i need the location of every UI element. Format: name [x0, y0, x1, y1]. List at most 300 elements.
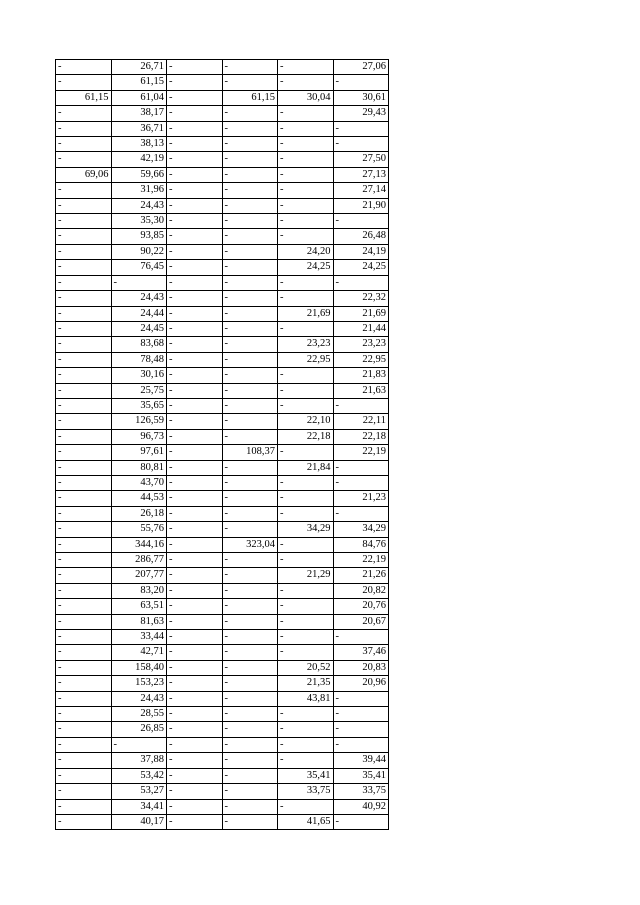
table-cell: -	[56, 768, 112, 783]
table-cell: -	[278, 445, 334, 460]
table-cell: -	[167, 475, 223, 490]
table-cell: 22,32	[333, 291, 389, 306]
table-cell: -	[333, 460, 389, 475]
table-cell: -	[56, 244, 112, 259]
table-cell: -	[278, 737, 334, 752]
table-cell: 38,17	[111, 106, 167, 121]
table-cell: 59,66	[111, 167, 167, 182]
table-row	[56, 722, 389, 737]
table-cell: -	[222, 614, 278, 629]
table-cell: -	[56, 306, 112, 321]
table-cell: 61,15	[56, 90, 112, 105]
table-cell: -	[278, 229, 334, 244]
table-row	[56, 60, 389, 75]
table-cell: 21,26	[333, 568, 389, 583]
table-cell: -	[333, 630, 389, 645]
table-cell: -	[167, 90, 223, 105]
table-cell: 34,29	[333, 522, 389, 537]
table-cell: -	[167, 660, 223, 675]
table-row	[56, 445, 389, 460]
table-cell: -	[222, 429, 278, 444]
table-cell: -	[167, 260, 223, 275]
table-cell: -	[222, 676, 278, 691]
table-row	[56, 522, 389, 537]
table-cell: -	[333, 506, 389, 521]
table-cell: 24,45	[111, 321, 167, 336]
table-cell: -	[167, 707, 223, 722]
table-cell: -	[56, 645, 112, 660]
table-cell: 27,13	[333, 167, 389, 182]
table-cell: 20,82	[333, 583, 389, 598]
table-cell: -	[167, 183, 223, 198]
table-cell: -	[278, 799, 334, 814]
table-cell: 40,92	[333, 799, 389, 814]
table-row	[56, 568, 389, 583]
table-cell: -	[278, 583, 334, 598]
table-cell: -	[278, 75, 334, 90]
table-cell: 21,29	[278, 568, 334, 583]
table-row	[56, 368, 389, 383]
table-cell: -	[222, 337, 278, 352]
table-cell: -	[167, 229, 223, 244]
table-cell: -	[167, 583, 223, 598]
table-row	[56, 414, 389, 429]
table-row	[56, 121, 389, 136]
table-cell: -	[167, 553, 223, 568]
table-cell: 24,43	[111, 691, 167, 706]
table-cell: 43,70	[111, 475, 167, 490]
table-cell: 24,43	[111, 198, 167, 213]
table-cell: -	[222, 275, 278, 290]
table-cell: -	[222, 583, 278, 598]
table-cell: 27,06	[333, 60, 389, 75]
table-cell: 26,85	[111, 722, 167, 737]
table-cell: 53,27	[111, 784, 167, 799]
table-cell: 108,37	[222, 445, 278, 460]
table-cell: 76,45	[111, 260, 167, 275]
table-cell: -	[56, 321, 112, 336]
table-cell: -	[278, 167, 334, 182]
table-cell: 27,50	[333, 152, 389, 167]
table-cell: -	[278, 645, 334, 660]
table-cell: 30,61	[333, 90, 389, 105]
table-cell: -	[167, 676, 223, 691]
table-cell: -	[222, 352, 278, 367]
table-row	[56, 75, 389, 90]
table-cell: -	[278, 214, 334, 229]
table-row	[56, 691, 389, 706]
table-cell: 22,95	[333, 352, 389, 367]
table-cell: 26,71	[111, 60, 167, 75]
table-cell: -	[222, 814, 278, 829]
table-cell: 22,18	[278, 429, 334, 444]
table-row	[56, 167, 389, 182]
table-cell: 20,83	[333, 660, 389, 675]
table-row	[56, 753, 389, 768]
table-cell: -	[222, 368, 278, 383]
table-row	[56, 553, 389, 568]
table-row	[56, 383, 389, 398]
table-cell: -	[222, 691, 278, 706]
table-cell: -	[278, 630, 334, 645]
table-cell: 24,44	[111, 306, 167, 321]
table-cell: -	[167, 321, 223, 336]
table-cell: -	[56, 522, 112, 537]
table-cell: -	[222, 553, 278, 568]
table-cell: -	[333, 214, 389, 229]
table-cell: -	[167, 460, 223, 475]
table-cell: -	[167, 630, 223, 645]
table-cell: 37,88	[111, 753, 167, 768]
table-cell: -	[222, 60, 278, 75]
table-cell: -	[222, 214, 278, 229]
table-cell: -	[222, 183, 278, 198]
table-cell: -	[56, 229, 112, 244]
table-cell: 61,15	[222, 90, 278, 105]
table-body	[56, 60, 389, 830]
table-cell: -	[167, 784, 223, 799]
table-cell: -	[278, 60, 334, 75]
table-cell: 61,15	[111, 75, 167, 90]
table-cell: 28,55	[111, 707, 167, 722]
table-cell: -	[56, 414, 112, 429]
table-cell: 22,11	[333, 414, 389, 429]
table-cell: -	[222, 737, 278, 752]
table-cell: -	[167, 722, 223, 737]
table-cell: 61,04	[111, 90, 167, 105]
table-cell: -	[167, 599, 223, 614]
table-cell: -	[56, 429, 112, 444]
table-cell: 63,51	[111, 599, 167, 614]
table-cell: -	[222, 414, 278, 429]
table-cell: -	[56, 368, 112, 383]
table-cell: 22,19	[333, 553, 389, 568]
table-cell: 35,65	[111, 398, 167, 413]
table-cell: 36,71	[111, 121, 167, 136]
table-cell: -	[278, 291, 334, 306]
table-cell: -	[167, 337, 223, 352]
table-cell: 80,81	[111, 460, 167, 475]
table-cell: 21,69	[278, 306, 334, 321]
table-cell: -	[167, 137, 223, 152]
table-cell: -	[333, 691, 389, 706]
table-cell: -	[56, 460, 112, 475]
table-cell: 21,63	[333, 383, 389, 398]
table-cell: 26,18	[111, 506, 167, 521]
table-row	[56, 799, 389, 814]
table-cell: -	[278, 321, 334, 336]
table-cell: 25,75	[111, 383, 167, 398]
table-cell: -	[167, 306, 223, 321]
table-cell: 24,25	[333, 260, 389, 275]
table-cell: -	[56, 491, 112, 506]
table-cell: 323,04	[222, 537, 278, 552]
table-row	[56, 506, 389, 521]
table-row	[56, 707, 389, 722]
table-cell: -	[222, 137, 278, 152]
table-cell: -	[167, 429, 223, 444]
table-cell: -	[56, 707, 112, 722]
table-cell: -	[56, 614, 112, 629]
table-cell: -	[222, 799, 278, 814]
table-row	[56, 137, 389, 152]
table-cell: -	[222, 630, 278, 645]
table-cell: -	[333, 75, 389, 90]
table-cell: -	[56, 183, 112, 198]
table-cell: -	[222, 306, 278, 321]
table-cell: -	[167, 214, 223, 229]
table-cell: -	[167, 645, 223, 660]
table-row	[56, 275, 389, 290]
table-cell: -	[167, 60, 223, 75]
table-cell: -	[333, 398, 389, 413]
table-row	[56, 491, 389, 506]
table-cell: 41,65	[278, 814, 334, 829]
table-cell: -	[56, 814, 112, 829]
table-cell: -	[167, 614, 223, 629]
table-cell: -	[333, 814, 389, 829]
table-row	[56, 814, 389, 829]
table-cell: -	[56, 784, 112, 799]
table-row	[56, 291, 389, 306]
table-cell: -	[56, 106, 112, 121]
table-row	[56, 214, 389, 229]
table-cell: 42,19	[111, 152, 167, 167]
table-row	[56, 244, 389, 259]
table-row	[56, 90, 389, 105]
table-cell: -	[278, 383, 334, 398]
table-cell: -	[56, 553, 112, 568]
table-cell: -	[56, 660, 112, 675]
table-cell: -	[333, 475, 389, 490]
table-cell: -	[278, 137, 334, 152]
table-cell: 24,25	[278, 260, 334, 275]
table-row	[56, 183, 389, 198]
table-cell: -	[222, 475, 278, 490]
table-cell: -	[222, 506, 278, 521]
table-cell: 21,23	[333, 491, 389, 506]
table-cell: -	[222, 522, 278, 537]
table-cell: -	[167, 737, 223, 752]
table-cell: 35,41	[333, 768, 389, 783]
table-cell: -	[278, 121, 334, 136]
table-cell: 83,20	[111, 583, 167, 598]
table-cell: -	[56, 676, 112, 691]
table-cell: -	[278, 553, 334, 568]
table-cell: 35,30	[111, 214, 167, 229]
table-cell: 34,29	[278, 522, 334, 537]
table-cell: -	[278, 368, 334, 383]
table-row	[56, 630, 389, 645]
table-cell: -	[222, 167, 278, 182]
table-cell: -	[56, 137, 112, 152]
table-cell: 20,76	[333, 599, 389, 614]
table-cell: 286,77	[111, 553, 167, 568]
table-cell: -	[333, 707, 389, 722]
table-cell: -	[56, 630, 112, 645]
table-cell: -	[167, 198, 223, 213]
table-cell: -	[167, 244, 223, 259]
table-cell: 69,06	[56, 167, 112, 182]
table-row	[56, 460, 389, 475]
table-cell: -	[167, 352, 223, 367]
table-cell: 23,23	[333, 337, 389, 352]
table-cell: -	[167, 398, 223, 413]
table-cell: 42,71	[111, 645, 167, 660]
table-cell: -	[278, 183, 334, 198]
table-cell: -	[222, 707, 278, 722]
table-cell: 22,18	[333, 429, 389, 444]
table-cell: 55,76	[111, 522, 167, 537]
table-cell: -	[278, 275, 334, 290]
table-cell: 31,96	[111, 183, 167, 198]
table-cell: 344,16	[111, 537, 167, 552]
table-cell: 90,22	[111, 244, 167, 259]
table-cell: 153,23	[111, 676, 167, 691]
table-cell: -	[56, 506, 112, 521]
table-cell: 34,41	[111, 799, 167, 814]
table-cell: -	[56, 568, 112, 583]
table-cell: -	[167, 568, 223, 583]
table-row	[56, 198, 389, 213]
table-cell: -	[167, 753, 223, 768]
table-cell: -	[222, 784, 278, 799]
table-cell: -	[167, 121, 223, 136]
table-cell: 97,61	[111, 445, 167, 460]
table-cell: -	[222, 753, 278, 768]
table-row	[56, 429, 389, 444]
table-cell: -	[111, 737, 167, 752]
table-cell: -	[56, 475, 112, 490]
table-cell: -	[278, 198, 334, 213]
table-cell: -	[222, 106, 278, 121]
table-cell: -	[167, 522, 223, 537]
table-cell: 33,44	[111, 630, 167, 645]
table-cell: -	[278, 599, 334, 614]
table-cell: 21,84	[278, 460, 334, 475]
table-cell: -	[56, 260, 112, 275]
table-cell: -	[56, 152, 112, 167]
table-cell: -	[56, 198, 112, 213]
table-cell: -	[167, 445, 223, 460]
table-cell: -	[167, 491, 223, 506]
table-cell: -	[56, 722, 112, 737]
table-cell: -	[222, 260, 278, 275]
table-cell: -	[222, 645, 278, 660]
table-cell: -	[167, 506, 223, 521]
table-cell: 35,41	[278, 768, 334, 783]
table-cell: -	[222, 768, 278, 783]
table-cell: 20,96	[333, 676, 389, 691]
table-cell: -	[56, 583, 112, 598]
table-row	[56, 645, 389, 660]
table-cell: -	[167, 291, 223, 306]
table-cell: -	[167, 537, 223, 552]
table-cell: -	[167, 106, 223, 121]
table-cell: 40,17	[111, 814, 167, 829]
table-cell: -	[56, 121, 112, 136]
table-row	[56, 737, 389, 752]
table-cell: -	[278, 753, 334, 768]
table-cell: 24,43	[111, 291, 167, 306]
table-cell: 207,77	[111, 568, 167, 583]
table-row	[56, 784, 389, 799]
table-cell: -	[167, 167, 223, 182]
table-cell: 84,76	[333, 537, 389, 552]
table-cell: -	[278, 152, 334, 167]
table-cell: 27,14	[333, 183, 389, 198]
table-row	[56, 537, 389, 552]
table-row	[56, 337, 389, 352]
table-cell: 93,85	[111, 229, 167, 244]
table-cell: 158,40	[111, 660, 167, 675]
table-cell: 21,83	[333, 368, 389, 383]
table-cell: -	[56, 60, 112, 75]
table-cell: -	[56, 737, 112, 752]
table-cell: 24,20	[278, 244, 334, 259]
table-cell: -	[278, 398, 334, 413]
table-cell: 38,13	[111, 137, 167, 152]
table-cell: 44,53	[111, 491, 167, 506]
data-table	[55, 59, 389, 830]
table-cell: 23,23	[278, 337, 334, 352]
table-cell: -	[333, 737, 389, 752]
table-cell: -	[56, 337, 112, 352]
table-cell: -	[333, 275, 389, 290]
table-cell: 33,75	[333, 784, 389, 799]
table-row	[56, 106, 389, 121]
table-cell: 126,59	[111, 414, 167, 429]
table-cell: -	[167, 768, 223, 783]
table-cell: -	[56, 291, 112, 306]
table-cell: 22,95	[278, 352, 334, 367]
table-cell: 22,19	[333, 445, 389, 460]
table-cell: -	[56, 275, 112, 290]
table-cell: -	[56, 445, 112, 460]
table-row	[56, 321, 389, 336]
table-cell: 30,16	[111, 368, 167, 383]
table-cell: -	[167, 799, 223, 814]
table-cell: 26,48	[333, 229, 389, 244]
table-cell: -	[56, 75, 112, 90]
table-cell: -	[333, 722, 389, 737]
table-cell: 37,46	[333, 645, 389, 660]
table-cell: -	[167, 383, 223, 398]
table-cell: 24,19	[333, 244, 389, 259]
table-cell: 30,04	[278, 90, 334, 105]
table-cell: -	[167, 368, 223, 383]
table-cell: 21,35	[278, 676, 334, 691]
table-row	[56, 152, 389, 167]
table-row	[56, 352, 389, 367]
table-cell: -	[167, 691, 223, 706]
table-cell: 20,67	[333, 614, 389, 629]
table-cell: -	[167, 275, 223, 290]
table-row	[56, 229, 389, 244]
table-cell: -	[56, 537, 112, 552]
table-cell: -	[222, 660, 278, 675]
table-cell: -	[278, 722, 334, 737]
table-cell: -	[56, 691, 112, 706]
table-cell: -	[222, 152, 278, 167]
table-cell: -	[167, 75, 223, 90]
table-cell: -	[278, 106, 334, 121]
table-cell: -	[222, 198, 278, 213]
table-cell: -	[222, 491, 278, 506]
table-cell: 83,68	[111, 337, 167, 352]
table-row	[56, 260, 389, 275]
table-cell: -	[278, 707, 334, 722]
